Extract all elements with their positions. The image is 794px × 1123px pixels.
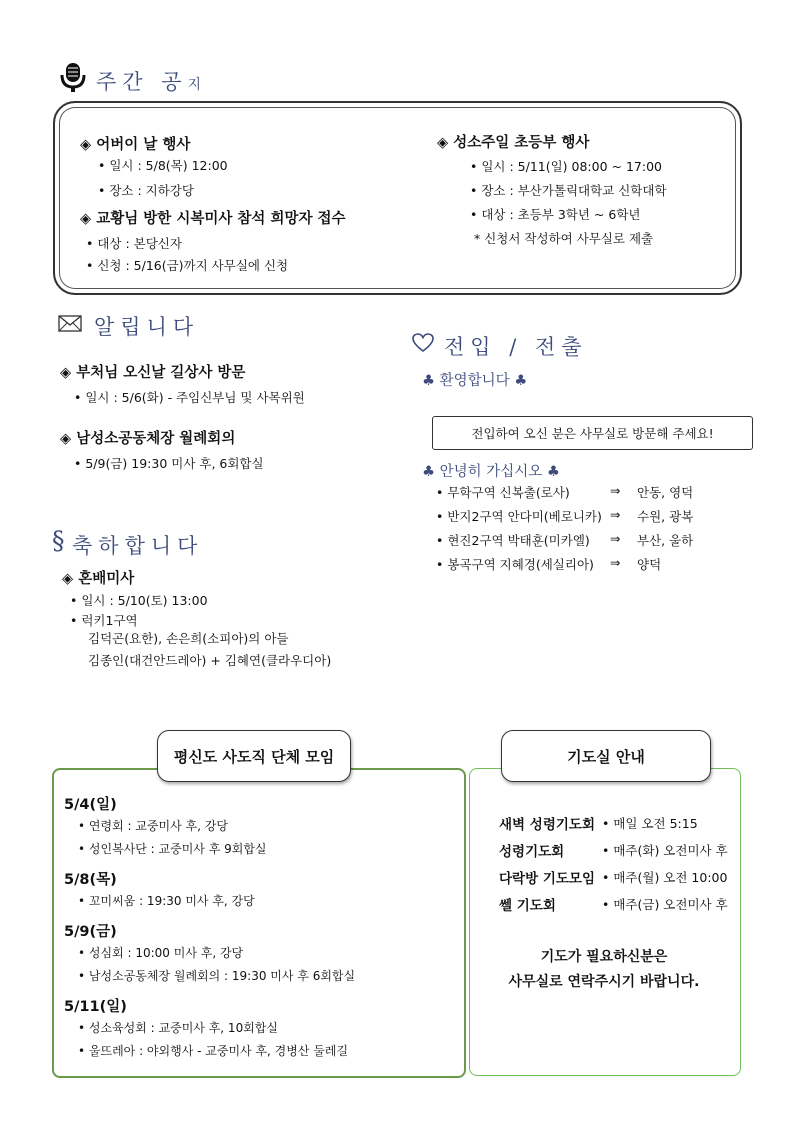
pope-mass-heading: ◈ 교황님 방한 시복미사 참석 희망자 접수 bbox=[80, 211, 346, 227]
farewell-arrow: ⇒ bbox=[610, 483, 621, 498]
farewell-destination: 부산, 울하 bbox=[637, 533, 694, 548]
wedding-mass-heading: ◈ 혼배미사 bbox=[62, 571, 135, 587]
pope-mass-item: • 대상 : 본당신자 bbox=[86, 236, 182, 251]
wedding-item: 김덕곤(요한), 손은희(소피아)의 아들 bbox=[88, 631, 289, 646]
farewell-destination: 수원, 광복 bbox=[637, 509, 694, 524]
buddha-visit-heading: ◈ 부처님 오신날 길상사 방문 bbox=[60, 365, 246, 381]
group-meetings-tab bbox=[157, 730, 351, 782]
meeting-date: 5/4(일) bbox=[64, 797, 117, 813]
farewell-destination: 안동, 영덕 bbox=[637, 485, 694, 500]
prayer-group-name: 새벽 성령기도회 bbox=[499, 817, 595, 833]
parents-day-item: • 일시 : 5/8(목) 12:00 bbox=[98, 158, 228, 173]
prayer-room-title: 기도실 안내 bbox=[567, 747, 645, 766]
wedding-item: • 럭키1구역 bbox=[70, 613, 138, 628]
congratulations-title: 축하합니다 bbox=[72, 534, 204, 558]
farewell-person: • 반지2구역 안다미(베로니카) bbox=[436, 509, 602, 524]
prayer-closing-line: 기도가 필요하신분은 bbox=[540, 949, 668, 965]
pope-mass-item: • 신청 : 5/16(금)까지 사무실에 신청 bbox=[86, 258, 289, 273]
meeting-item: • 성소육성회 : 교중미사 후, 10회합실 bbox=[78, 1021, 278, 1035]
farewell-heading: ♣ 안녕히 가십시오 ♣ bbox=[422, 464, 560, 480]
group-meetings-title: 평신도 사도직 단체 모임 bbox=[173, 747, 335, 766]
farewell-person: • 현진2구역 박태훈(미카엘) bbox=[436, 533, 590, 548]
meeting-item: • 연령회 : 교중미사 후, 강당 bbox=[78, 819, 228, 833]
meeting-item: • 남성소공동체장 월례회의 : 19:30 미사 후 6회합실 bbox=[78, 969, 356, 983]
farewell-arrow: ⇒ bbox=[610, 531, 621, 546]
prayer-group-name: 성령기도회 bbox=[499, 844, 565, 860]
prayer-group-time: • 매주(금) 오전미사 후 bbox=[602, 897, 728, 912]
sunday-school-item: • 장소 : 부산가톨릭대학교 신학대학 bbox=[470, 183, 667, 198]
heart-icon bbox=[412, 333, 434, 353]
seniors-meeting-heading: ◈ 남성소공동체장 월례회의 bbox=[60, 431, 236, 447]
farewell-arrow: ⇒ bbox=[610, 555, 621, 570]
farewell-person: • 무학구역 신복출(로사) bbox=[436, 485, 570, 500]
parents-day-heading: ◈ 어버이 날 행사 bbox=[80, 137, 191, 153]
prayer-group-name: 다락방 기도모임 bbox=[499, 871, 595, 887]
wedding-item: 김종인(대건안드레아) + 김혜연(클라우디아) bbox=[88, 653, 332, 668]
prayer-group-time: • 매주(월) 오전 10:00 bbox=[602, 870, 728, 885]
meeting-item: • 꼬미씨움 : 19:30 미사 후, 강당 bbox=[78, 894, 255, 908]
welcome-note: 전입하여 오신 분은 사무실로 방문해 주세요! bbox=[471, 426, 714, 441]
buddha-visit-item: • 일시 : 5/6(화) - 주임신부님 및 사목위원 bbox=[74, 390, 305, 405]
sunday-school-heading: ◈ 성소주일 초등부 행사 bbox=[437, 135, 590, 151]
farewell-destination: 양덕 bbox=[637, 557, 662, 572]
prayer-group-name: 쎌 기도회 bbox=[499, 898, 556, 914]
meeting-item: • 성인복사단 : 교중미사 후 9회합실 bbox=[78, 842, 267, 856]
meeting-date: 5/11(일) bbox=[64, 999, 127, 1015]
seniors-meeting-item: • 5/9(금) 19:30 미사 후, 6회합실 bbox=[74, 456, 264, 471]
transfer-title: 전입 / 전출 bbox=[444, 335, 588, 359]
prayer-room-tab bbox=[501, 730, 711, 782]
welcome-note-box bbox=[432, 416, 753, 450]
prayer-group-time: • 매주(화) 오전미사 후 bbox=[602, 843, 728, 858]
wedding-item: • 일시 : 5/10(토) 13:00 bbox=[70, 593, 208, 608]
prayer-closing-line: 사무실로 연락주시기 바랍니다. bbox=[508, 974, 700, 990]
farewell-person: • 봉곡구역 지혜경(세실리아) bbox=[436, 557, 594, 572]
parents-day-item: • 장소 : 지하강당 bbox=[98, 183, 194, 198]
farewell-arrow: ⇒ bbox=[610, 507, 621, 522]
meeting-date: 5/9(금) bbox=[64, 924, 117, 940]
sunday-school-item: • 일시 : 5/11(일) 08:00 ~ 17:00 bbox=[470, 159, 662, 174]
meeting-date: 5/8(목) bbox=[64, 872, 117, 888]
prayer-group-time: • 매일 오전 5:15 bbox=[602, 816, 698, 831]
announcements-title: 알립니다 bbox=[94, 315, 200, 339]
section-mark-icon: § bbox=[52, 526, 65, 555]
envelope-icon bbox=[58, 315, 82, 332]
sunday-school-item: • 대상 : 초등부 3학년 ~ 6학년 bbox=[470, 207, 641, 222]
meeting-item: • 울뜨레아 : 야외행사 - 교중미사 후, 경병산 둘레길 bbox=[78, 1044, 349, 1058]
microphone-icon bbox=[58, 62, 88, 94]
meeting-item: • 성심회 : 10:00 미사 후, 강당 bbox=[78, 946, 244, 960]
weekly-notice-title: 주간 공지 bbox=[96, 70, 204, 94]
welcome-heading: ♣ 환영합니다 ♣ bbox=[422, 373, 528, 389]
sunday-school-item: * 신청서 작성하여 사무실로 제출 bbox=[474, 231, 654, 246]
